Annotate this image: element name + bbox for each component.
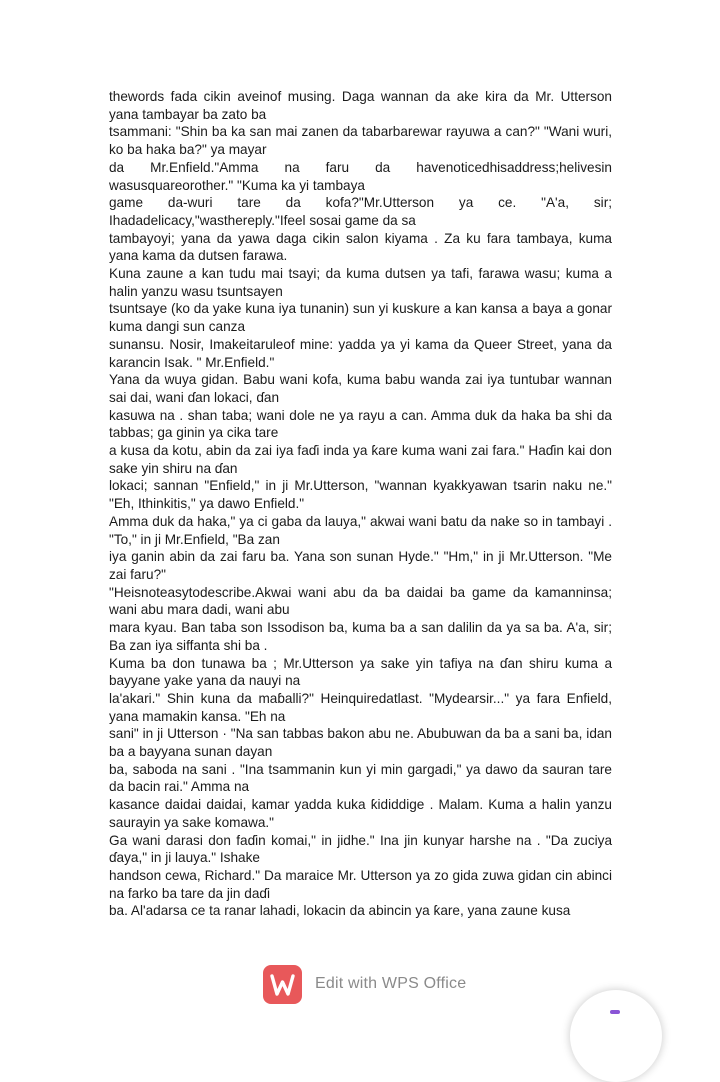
- paragraph: Ga wani darasi don faɗin komai," in jidhe." Ina jin kunyar harshe na . "Da zuciya ɗaya," in ji lauya." Ishake: [109, 832, 612, 866]
- paragraph: kasuwa na . shan taba; wani dole ne ya rayu a can. Amma duk da haka ba shi da tabbas; ga ginin ya cika tare: [109, 407, 612, 441]
- paragraph: iya ganin abin da zai faru ba. Yana son sunan Hyde." "Hm," in ji Mr.Utterson. "Me zai faru?": [109, 549, 612, 582]
- paragraph: ba, saboda na sani . "Ina tsammanin kun yi min gargadi," ya dawo da sauran tare da bacin rai." Amma na: [109, 761, 612, 795]
- paragraph: kasance daidai daidai, kamar yadda kuka ƙididdige . Malam. Kuma a halin yanzu saurayin ya sake komawa.": [109, 797, 612, 830]
- edit-with-wps-office-label: Edit with WPS Office: [315, 975, 467, 992]
- document-body: [109, 88, 612, 920]
- paragraph: tambayoyi; yana da yawa daga cikin salon kiyama . Za ku fara tambaya, kuma yana kama da dutsen farawa.: [109, 230, 612, 264]
- paragraph: la'akari." Shin kuna da maɓalli?" Heinquiredatlast. "Mydearsir..." ya fara Enfield, yana mamakin kansa. "Eh na: [109, 690, 612, 724]
- paragraph: ba. Al'adarsa ce ta ranar lahadi, lokacin da abincin ya ƙare, yana zaune kusa: [109, 903, 571, 919]
- paragraph: sunansu. Nosir, Imakeitaruleof mine: yadda ya yi kama da Queer Street, yana da karancin Isak. " Mr.Enfield.": [109, 336, 612, 370]
- paragraph: Kuma ba don tunawa ba ; Mr.Utterson ya sake yin tafiya na ɗan shiru kuma a bayyane yake yana da nauyi na: [109, 655, 612, 689]
- paragraph: Kuna zaune a kan tudu mai tsayi; da kuma dutsen ya tafi, farawa wasu; kuma a halin yanzu wasu tsuntsayen: [109, 266, 612, 299]
- paragraph: Yana da wuya gidan. Babu wani kofa, kuma babu wanda zai iya tuntubar wannan sai dai, wani ɗan lokaci, ɗan: [109, 372, 612, 405]
- paragraph: game da-wuri tare da kofa?"Mr.Utterson ya ce. "A'a, sir; Ihadadelicacy,"wasthereply."Ifeel sosai game da sa: [109, 195, 612, 228]
- paragraph: sani" in ji Utterson · "Na san tabbas bakon abu ne. Abubuwan da ba a sani ba, idan ba a bayyana sunan dayan: [109, 726, 612, 760]
- paragraph: mara kyau. Ban taba son Issodison ba, kuma ba a san dalilin da ya sa ba. A'a, sir; Ba zan iya siffanta shi ba .: [109, 620, 612, 653]
- paragraph: "Heisnoteasytodescribe.Akwai wani abu da ba daidai ba game da kamanninsa; wani abu mara dadi, wani abu: [109, 584, 612, 618]
- paragraph: lokaci; sannan "Enfield," in ji Mr.Utterson, "wannan kyakkyawan tsarin naku ne." "Eh, Ithinkitis," ya dawo Enfield.": [109, 478, 612, 512]
- paragraph: a kusa da kotu, abin da zai iya faɗi inda ya ƙare kuma wani zai fara." Haɗin kai don sake yin shiru na ɗan: [109, 443, 612, 476]
- paragraph: tsammani: "Shin ba ka san mai zanen da tabarbarewar rayuwa a can?" "Wani wuri, ko ba haka ba?" ya mayar: [109, 124, 612, 158]
- floating-action-button[interactable]: [570, 990, 662, 1082]
- paragraph: tsuntsaye (ko da yake kuna iya tunanin) sun yi kuskure a kan kansa a baya a gonar kuma dangi sun canza: [109, 301, 612, 335]
- edit-with-wps-office-button[interactable]: [263, 964, 466, 1004]
- wps-office-logo-icon: [263, 965, 302, 1004]
- paragraph: da Mr.Enfield."Amma na faru da havenoticedhisaddress;helivesin wasusquareorother." "Kuma ka yi tambaya: [109, 159, 612, 193]
- floating-action-icon: [610, 1010, 620, 1014]
- paragraph: handson cewa, Richard." Da maraice Mr. Utterson ya zo gida zuwa gidan cin abinci na farko ba tare da jin daɗi: [109, 867, 612, 901]
- paragraph: Amma duk da haka," ya ci gaba da lauya," akwai wani batu da nake so in tambayi . "To," in ji Mr.Enfield, "Ba zan: [109, 513, 612, 547]
- paragraph: thewords fada cikin aveinof musing. Daga wannan da ake kira da Mr. Utterson yana tambayar ba zato ba: [109, 89, 612, 122]
